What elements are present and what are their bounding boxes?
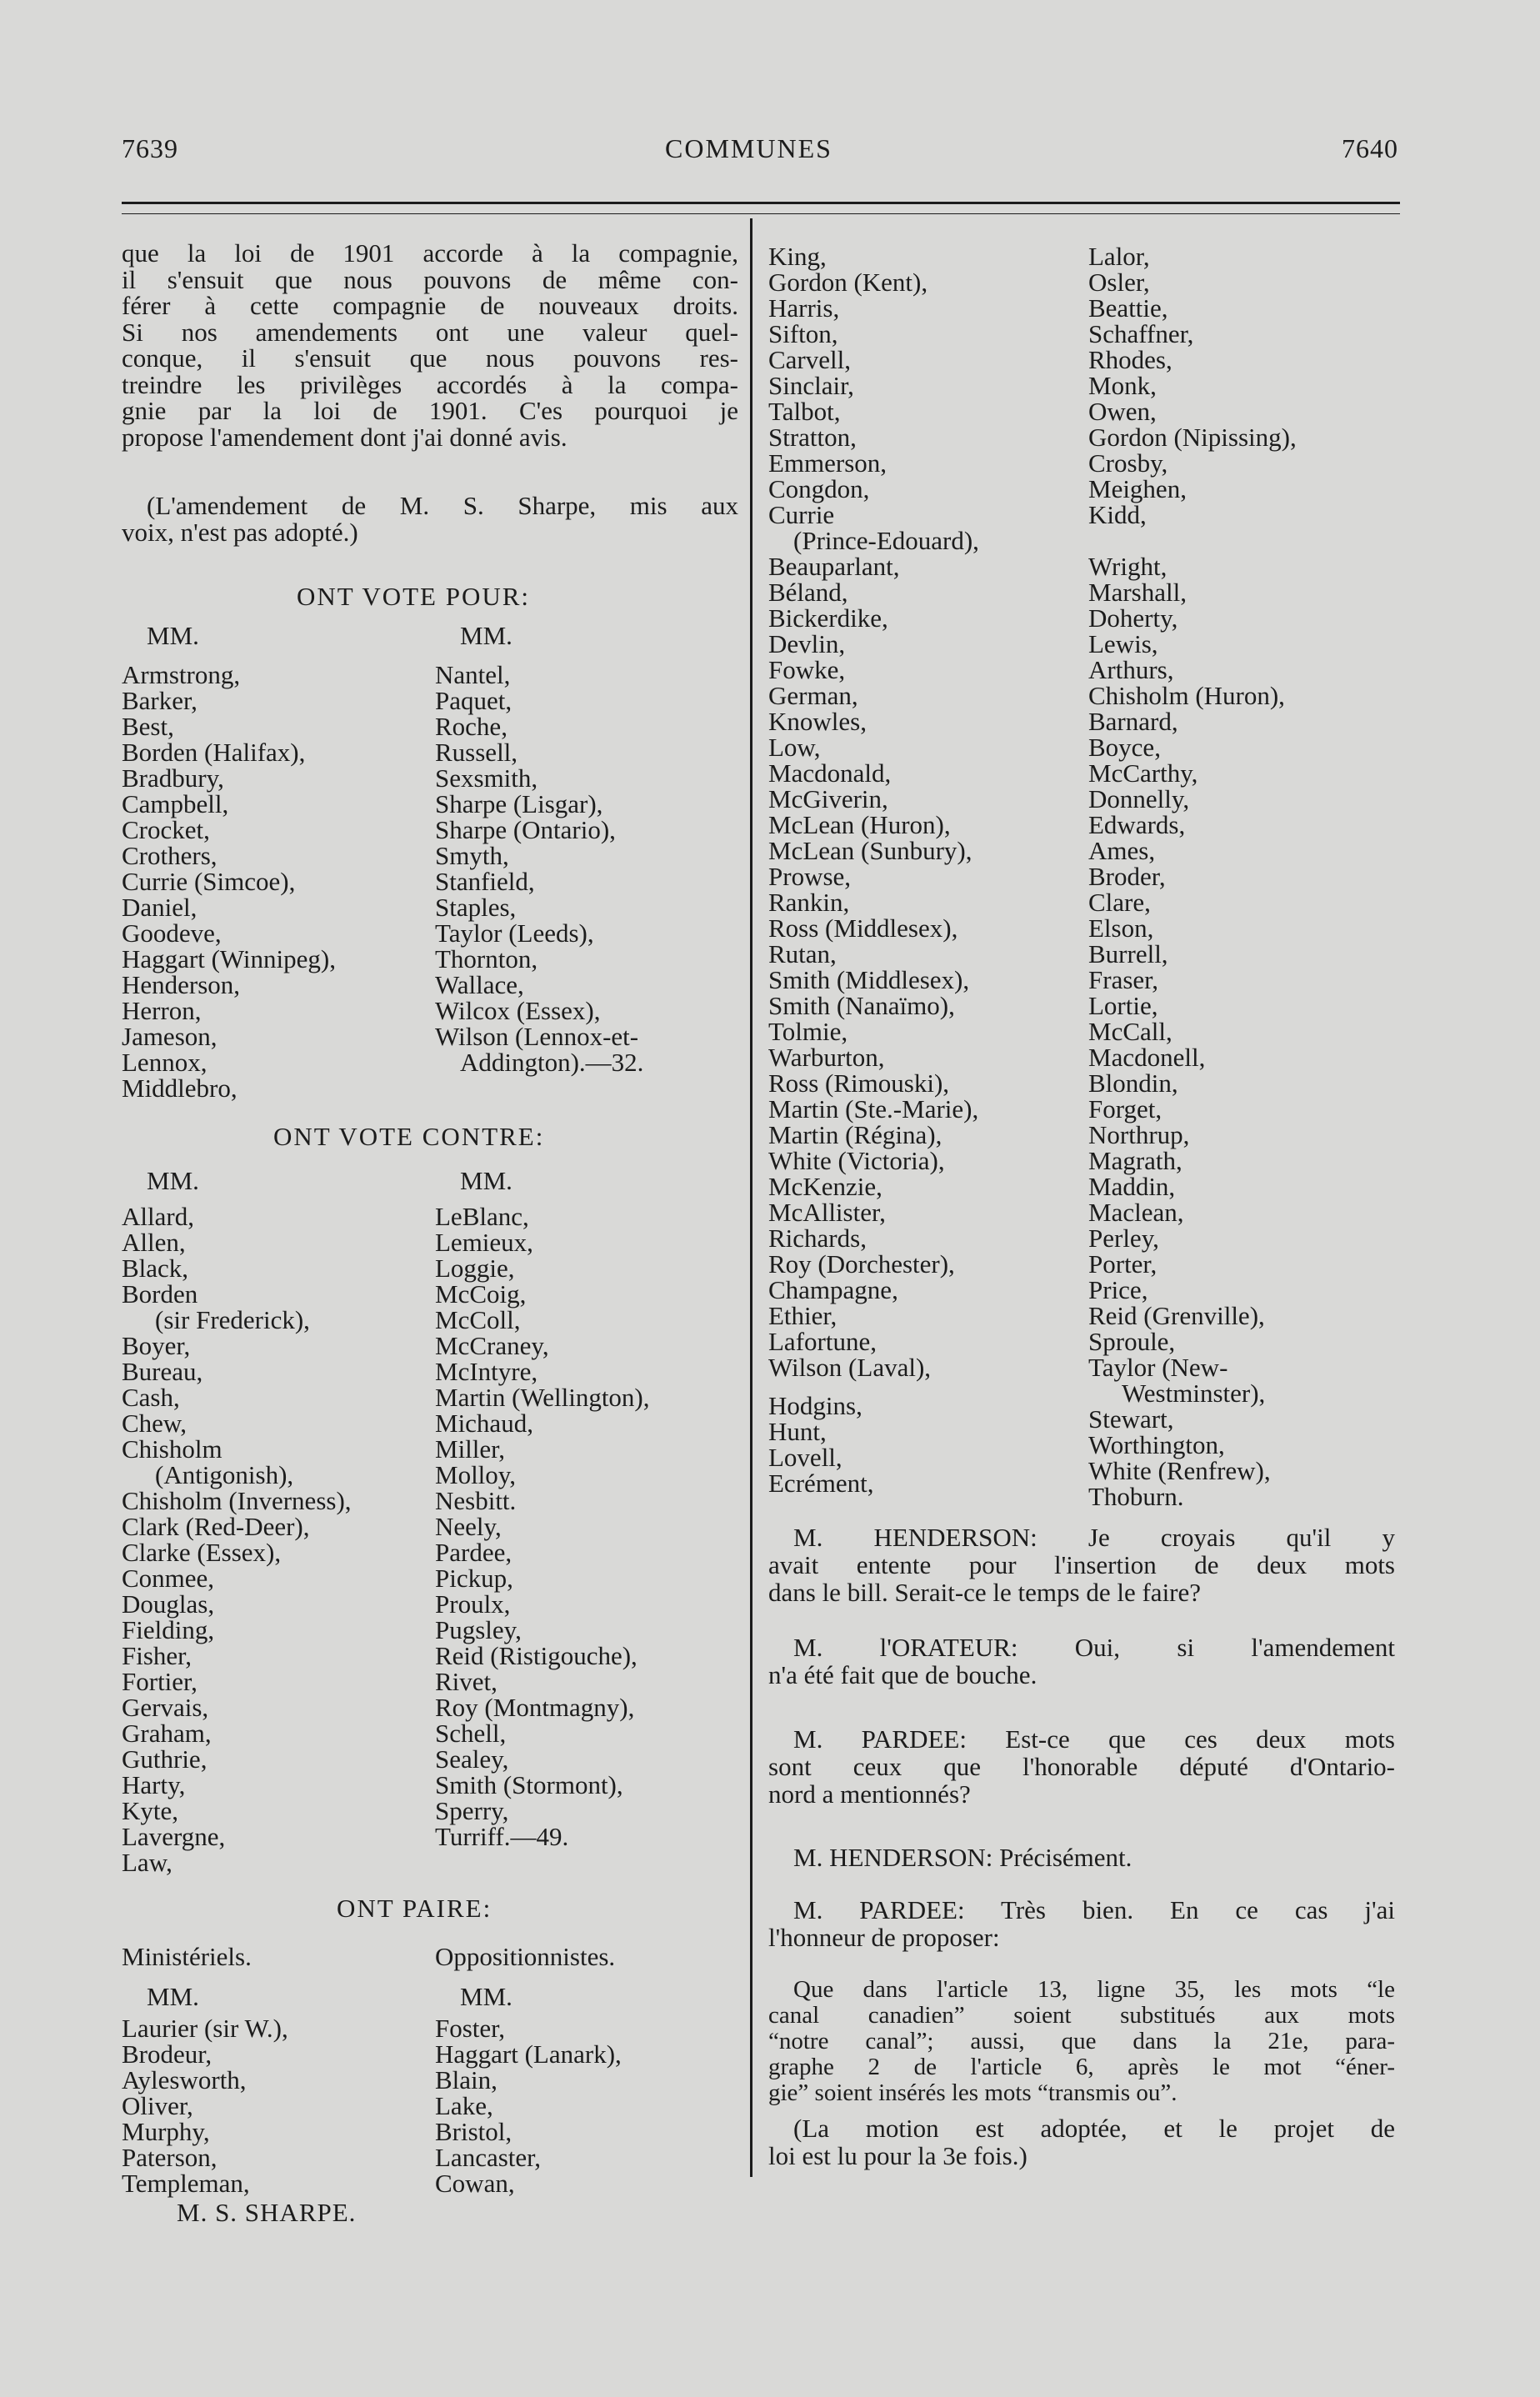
page-number-right: 7640	[1342, 133, 1398, 163]
member-name: Stewart,	[1088, 1404, 1174, 1434]
member-name: Best,	[122, 712, 174, 741]
member-name: Rankin,	[768, 888, 850, 917]
member-name: Lortie,	[1088, 991, 1158, 1020]
member-name: Paquet,	[435, 686, 512, 715]
member-name: Champagne,	[768, 1275, 898, 1304]
text-line: Si nos amendements ont une valeur quel-	[122, 317, 738, 347]
text-line: que la loi de 1901 accorde à la compagnie,	[122, 238, 738, 268]
member-name: Lemieux,	[435, 1228, 533, 1257]
text-line: canal canadien” soient substitués aux mots	[768, 2002, 1395, 2029]
member-name: Smith (Middlesex),	[768, 965, 970, 994]
contre-list-a	[122, 1204, 352, 1875]
text-line: nord a mentionnés?	[768, 1779, 971, 1809]
member-name: Chisholm	[122, 1434, 222, 1464]
member-name: Schell,	[435, 1719, 507, 1748]
member-name: Chisholm (Inverness),	[122, 1486, 352, 1515]
member-name: Fisher,	[122, 1641, 192, 1670]
member-name: Ames,	[1088, 836, 1156, 865]
member-name: Russell,	[435, 738, 518, 767]
text-line: M. HENDERSON: Précisément.	[793, 1843, 1132, 1872]
member-name: Ecrément,	[768, 1469, 874, 1498]
member-name: Lewis,	[1088, 629, 1158, 658]
member-name: Harris,	[768, 293, 840, 323]
member-name: Henderson,	[122, 970, 241, 999]
member-name: Sharpe (Lisgar),	[435, 789, 603, 818]
member-name: Reid (Grenville),	[1088, 1301, 1265, 1330]
member-name: Lennox,	[122, 1048, 208, 1077]
member-name: Barnard,	[1088, 707, 1178, 736]
member-name: Stanfield,	[435, 867, 535, 896]
member-name: Staples,	[435, 893, 517, 922]
member-name: McLean (Sunbury),	[768, 836, 972, 865]
member-name: McIntyre,	[435, 1357, 538, 1386]
pour-list-a	[122, 662, 336, 1101]
member-name: Martin (Ste.-Marie),	[768, 1094, 979, 1123]
member-name: Bickerdike,	[768, 603, 888, 633]
member-name: Neely,	[435, 1512, 502, 1541]
member-name: McCoig,	[435, 1279, 527, 1309]
member-name: Wilson (Laval),	[768, 1353, 932, 1382]
pardee-motion-paragraph	[768, 1896, 1395, 1951]
member-name: Magrath,	[1088, 1146, 1182, 1175]
member-name: Crosby,	[1088, 448, 1168, 478]
member-name: Gervais,	[122, 1693, 209, 1722]
member-name: Addington).—32.	[460, 1048, 644, 1077]
member-name: Proulx,	[435, 1589, 511, 1619]
member-name: Chew,	[122, 1409, 188, 1438]
member-name: Devlin,	[768, 629, 846, 658]
member-name: Hunt,	[768, 1417, 827, 1446]
member-name: Congdon,	[768, 474, 870, 503]
member-name: Macdonell,	[1088, 1043, 1206, 1072]
text-line: voix, n'est pas adopté.)	[122, 517, 358, 547]
amendment-quote	[768, 1977, 1395, 2106]
text-line: “notre canal”; aussi, que dans la 21e, para-	[768, 2028, 1395, 2054]
member-name: Cash,	[122, 1383, 180, 1412]
contre-list-b	[435, 1204, 650, 1849]
member-name: Nesbitt.	[435, 1486, 517, 1515]
text-line: (L'amendement de M. S. Sharpe, mis aux	[147, 491, 738, 520]
member-name: Arthurs,	[1088, 655, 1174, 684]
member-name: Crocket,	[122, 815, 210, 844]
member-name: (Prince-Edouard),	[793, 526, 979, 555]
member-name: Porter,	[1088, 1249, 1158, 1279]
header-rule-thin	[122, 213, 1400, 214]
member-name: Price,	[1088, 1275, 1148, 1304]
member-name: Talbot,	[768, 397, 841, 426]
member-name: Lavergne,	[122, 1822, 226, 1851]
paire-list-a	[122, 2015, 288, 2196]
member-name: King,	[768, 242, 827, 271]
member-name: McGiverin,	[768, 784, 888, 813]
paire-mm-b: MM.	[460, 1982, 512, 2011]
member-name: Laurier (sir W.),	[122, 2014, 288, 2043]
member-name: Graham,	[122, 1719, 212, 1748]
text-line: sont ceux que l'honorable député d'Ontario-	[768, 1752, 1395, 1781]
member-name: Cowan,	[435, 2169, 515, 2198]
member-name: Sealey,	[435, 1744, 509, 1774]
member-name: Sharpe (Ontario),	[435, 815, 616, 844]
member-name: Maclean,	[1088, 1198, 1184, 1227]
member-name: Ross (Middlesex),	[768, 913, 958, 943]
page-number-left: 7639	[122, 133, 178, 163]
member-name: Douglas,	[122, 1589, 215, 1619]
member-name: Worthington,	[1088, 1430, 1225, 1459]
member-name: Fowke,	[768, 655, 846, 684]
member-name: Perley,	[1088, 1224, 1159, 1253]
member-name: Marshall,	[1088, 578, 1187, 607]
member-name: Thoburn.	[1088, 1482, 1184, 1511]
member-name: Kidd,	[1088, 500, 1147, 529]
member-name: German,	[768, 681, 858, 710]
member-name: Molloy,	[435, 1460, 517, 1489]
member-name: Lancaster,	[435, 2143, 541, 2172]
text-line: conque, il s'ensuit que nous pouvons res-	[122, 343, 738, 373]
member-name: Doherty,	[1088, 603, 1178, 633]
member-name: Gordon (Kent),	[768, 268, 928, 297]
text-line: propose l'amendement dont j'ai donné avis.	[122, 422, 568, 452]
paire-extra: M. S. SHARPE.	[177, 2198, 357, 2227]
pour-list-b	[435, 662, 643, 1075]
member-name: Smyth,	[435, 841, 509, 870]
member-name: Borden	[122, 1279, 198, 1309]
member-name: Martin (Wellington),	[435, 1383, 650, 1412]
member-name: Beauparlant,	[768, 552, 900, 581]
member-name: Wilcox (Essex),	[435, 996, 601, 1025]
member-name: Bradbury,	[122, 763, 224, 793]
member-name: Low,	[768, 733, 821, 762]
pour-heading: ONT VOTE POUR:	[297, 582, 531, 611]
member-name: McColl,	[435, 1305, 521, 1334]
member-name: Burrell,	[1088, 939, 1168, 968]
member-name: Jameson,	[122, 1022, 218, 1051]
member-name: Warburton,	[768, 1043, 885, 1072]
member-name: Harty,	[122, 1770, 186, 1799]
member-name: Kyte,	[122, 1796, 179, 1825]
member-name: Taylor (New-	[1088, 1353, 1228, 1382]
member-name: Sifton,	[768, 319, 838, 348]
member-name: Clarke (Essex),	[122, 1538, 282, 1567]
member-name: Martin (Régina),	[768, 1120, 942, 1149]
member-name: Schaffner,	[1088, 319, 1194, 348]
member-name: Pugsley,	[435, 1615, 522, 1644]
member-name: Brodeur,	[122, 2039, 212, 2069]
member-name: Aylesworth,	[122, 2065, 247, 2094]
member-name: Rutan,	[768, 939, 837, 968]
member-name: Turriff.—49.	[435, 1822, 569, 1851]
member-name: Foster,	[435, 2014, 506, 2043]
text-line: treindre les privilèges accordés à la compa-	[122, 369, 738, 399]
member-name: McCarthy,	[1088, 758, 1198, 788]
member-name: Black,	[122, 1254, 189, 1283]
member-name: Ross (Rimouski),	[768, 1068, 950, 1098]
member-name: Blondin,	[1088, 1068, 1178, 1098]
orateur-paragraph	[768, 1634, 1395, 1689]
paire-heading: ONT PAIRE:	[337, 1894, 492, 1923]
text-line: M. HENDERSON: Je croyais qu'il y	[793, 1523, 1395, 1552]
contre-mm-b: MM.	[460, 1166, 512, 1195]
member-name: Crothers,	[122, 841, 218, 870]
member-name: Wright,	[1088, 552, 1168, 581]
member-name: Allen,	[122, 1228, 186, 1257]
member-name: Fielding,	[122, 1615, 215, 1644]
member-name: Sinclair,	[768, 371, 854, 400]
member-name: McCraney,	[435, 1331, 549, 1360]
member-name: Roche,	[435, 712, 508, 741]
member-name: Tolmie,	[768, 1017, 848, 1046]
member-name: Conmee,	[122, 1564, 215, 1593]
member-name: Boyer,	[122, 1331, 191, 1360]
member-name: Emmerson,	[768, 448, 888, 478]
member-name: Clark (Red-Deer),	[122, 1512, 310, 1541]
member-name: Knowles,	[768, 707, 867, 736]
ministeriels-label: Ministériels.	[122, 1942, 252, 1971]
member-name: Paterson,	[122, 2143, 218, 2172]
member-name: LeBlanc,	[435, 1202, 529, 1231]
member-name: Barker,	[122, 686, 198, 715]
member-name: Sperry,	[435, 1796, 509, 1825]
member-name: Sexsmith,	[435, 763, 538, 793]
member-name: Roy (Montmagny),	[435, 1693, 635, 1722]
member-name: Currie	[768, 500, 835, 529]
pardee-paragraph	[768, 1725, 1395, 1808]
text-line: (La motion est adoptée, et le projet de	[793, 2114, 1395, 2143]
member-name: McCall,	[1088, 1017, 1172, 1046]
right-list-a-tail	[768, 1393, 874, 1496]
member-name: Roy (Dorchester),	[768, 1249, 955, 1279]
right-list-b	[1088, 553, 1285, 1509]
member-name: Stratton,	[768, 423, 857, 452]
member-name: McLean (Huron),	[768, 810, 951, 839]
text-line: M. l'ORATEUR: Oui, si l'amendement	[793, 1633, 1395, 1662]
text-line: il s'ensuit que nous pouvons de même con-	[122, 264, 738, 294]
oppositionnistes-label: Oppositionnistes.	[435, 1942, 616, 1971]
member-name: Macdonald,	[768, 758, 892, 788]
member-name: Pardee,	[435, 1538, 512, 1567]
member-name: Rivet,	[435, 1667, 498, 1696]
header-rule-thick	[122, 202, 1400, 204]
member-name: Blain,	[435, 2065, 498, 2094]
member-name: Lalor,	[1088, 242, 1150, 271]
member-name: Loggie,	[435, 1254, 515, 1283]
member-name: Taylor (Leeds),	[435, 918, 594, 948]
right-list-b-top	[1088, 243, 1297, 528]
member-name: Lake,	[435, 2091, 493, 2120]
text-line: loi est lu pour la 3e fois.)	[768, 2141, 1028, 2170]
henderson-reply	[768, 1844, 1395, 1871]
member-name: Borden (Halifax),	[122, 738, 306, 767]
text-line: M. PARDEE: Très bien. En ce cas j'ai	[793, 1895, 1395, 1924]
member-name: Bristol,	[435, 2117, 512, 2146]
member-name: Clare,	[1088, 888, 1151, 917]
member-name: Gordon (Nipissing),	[1088, 423, 1297, 452]
member-name: Herron,	[122, 996, 202, 1025]
member-name: Oliver,	[122, 2091, 193, 2120]
member-name: Rhodes,	[1088, 345, 1172, 374]
member-name: Michaud,	[435, 1409, 533, 1438]
member-name: McKenzie,	[768, 1172, 882, 1201]
member-name: Guthrie,	[122, 1744, 208, 1774]
column-divider	[750, 218, 752, 2177]
paire-list-b	[435, 2015, 622, 2196]
member-name: Bureau,	[122, 1357, 203, 1386]
text-line: M. PARDEE: Est-ce que ces deux mots	[793, 1724, 1395, 1754]
member-name: Armstrong,	[122, 660, 241, 689]
member-name: Haggart (Lanark),	[435, 2039, 622, 2069]
member-name: Broder,	[1088, 862, 1166, 891]
pour-mm-b: MM.	[460, 621, 512, 650]
member-name: Forget,	[1088, 1094, 1162, 1123]
member-name: Pickup,	[435, 1564, 513, 1593]
pour-mm-a: MM.	[147, 621, 199, 650]
member-name: Law,	[122, 1848, 172, 1877]
member-name: Smith (Nanaïmo),	[768, 991, 955, 1020]
member-name: Elson,	[1088, 913, 1154, 943]
member-name: Richards,	[768, 1224, 867, 1253]
member-name: Thornton,	[435, 944, 538, 973]
member-name: Boyce,	[1088, 733, 1161, 762]
member-name: Westminster),	[1122, 1379, 1266, 1408]
member-name: Goodeve,	[122, 918, 222, 948]
member-name: Prowse,	[768, 862, 852, 891]
member-name: Osler,	[1088, 268, 1150, 297]
member-name: Allard,	[122, 1202, 194, 1231]
text-line: dans le bill. Serait-ce le temps de le faire?	[768, 1578, 1202, 1607]
vote-result-paragraph	[122, 493, 738, 545]
intro-paragraph	[122, 240, 738, 450]
text-line: gnie par la loi de 1901. C'es pourquoi je	[122, 396, 738, 425]
motion-result-paragraph	[768, 2114, 1395, 2169]
member-name: Chisholm (Huron),	[1088, 681, 1285, 710]
member-name: Smith (Stormont),	[435, 1770, 623, 1799]
member-name: Owen,	[1088, 397, 1157, 426]
member-name: Currie (Simcoe),	[122, 867, 296, 896]
member-name: Wallace,	[435, 970, 524, 999]
member-name: Haggart (Winnipeg),	[122, 944, 336, 973]
member-name: Reid (Ristigouche),	[435, 1641, 638, 1670]
text-line: avait entente pour l'insertion de deux mots	[768, 1550, 1395, 1579]
member-name: Béland,	[768, 578, 848, 607]
member-name: Miller,	[435, 1434, 505, 1464]
member-name: Hodgins,	[768, 1391, 862, 1420]
contre-mm-a: MM.	[147, 1166, 199, 1195]
member-name: McAllister,	[768, 1198, 886, 1227]
text-line: n'a été fait que de bouche.	[768, 1660, 1038, 1689]
member-name: Sproule,	[1088, 1327, 1176, 1356]
member-name: Campbell,	[122, 789, 229, 818]
text-line: férer à cette compagnie de nouveaux droits.	[122, 291, 738, 320]
member-name: (sir Frederick),	[155, 1305, 310, 1334]
member-name: Fraser,	[1088, 965, 1158, 994]
member-name: Maddin,	[1088, 1172, 1176, 1201]
member-name: Middlebro,	[122, 1073, 238, 1103]
member-name: Wilson (Lennox-et-	[435, 1022, 639, 1051]
text-line: gie” soient insérés les mots “transmis ou”.	[768, 2079, 1178, 2106]
member-name: Carvell,	[768, 345, 851, 374]
member-name: Donnelly,	[1088, 784, 1190, 813]
member-name: Daniel,	[122, 893, 198, 922]
member-name: Meighen,	[1088, 474, 1187, 503]
contre-heading: ONT VOTE CONTRE:	[273, 1122, 545, 1151]
text-line: Que dans l'article 13, ligne 35, les mots “le	[793, 1976, 1395, 2003]
page-title: COMMUNES	[665, 133, 832, 163]
member-name: White (Victoria),	[768, 1146, 945, 1175]
member-name: Lovell,	[768, 1443, 842, 1472]
member-name: Templeman,	[122, 2169, 250, 2198]
member-name: Beattie,	[1088, 293, 1168, 323]
member-name: Monk,	[1088, 371, 1157, 400]
paire-mm-a: MM.	[147, 1982, 199, 2011]
member-name: Ethier,	[768, 1301, 838, 1330]
right-list-a	[768, 243, 979, 1380]
member-name: (Antigonish),	[155, 1460, 294, 1489]
member-name: Edwards,	[1088, 810, 1186, 839]
member-name: Nantel,	[435, 660, 511, 689]
member-name: Northrup,	[1088, 1120, 1190, 1149]
henderson-paragraph	[768, 1524, 1395, 1606]
member-name: Lafortune,	[768, 1327, 877, 1356]
text-line: graphe 2 de l'article 6, après le mot “éner-	[768, 2054, 1395, 2080]
text-line: l'honneur de proposer:	[768, 1923, 1000, 1952]
member-name: White (Renfrew),	[1088, 1456, 1271, 1485]
member-name: Murphy,	[122, 2117, 210, 2146]
member-name: Fortier,	[122, 1667, 198, 1696]
